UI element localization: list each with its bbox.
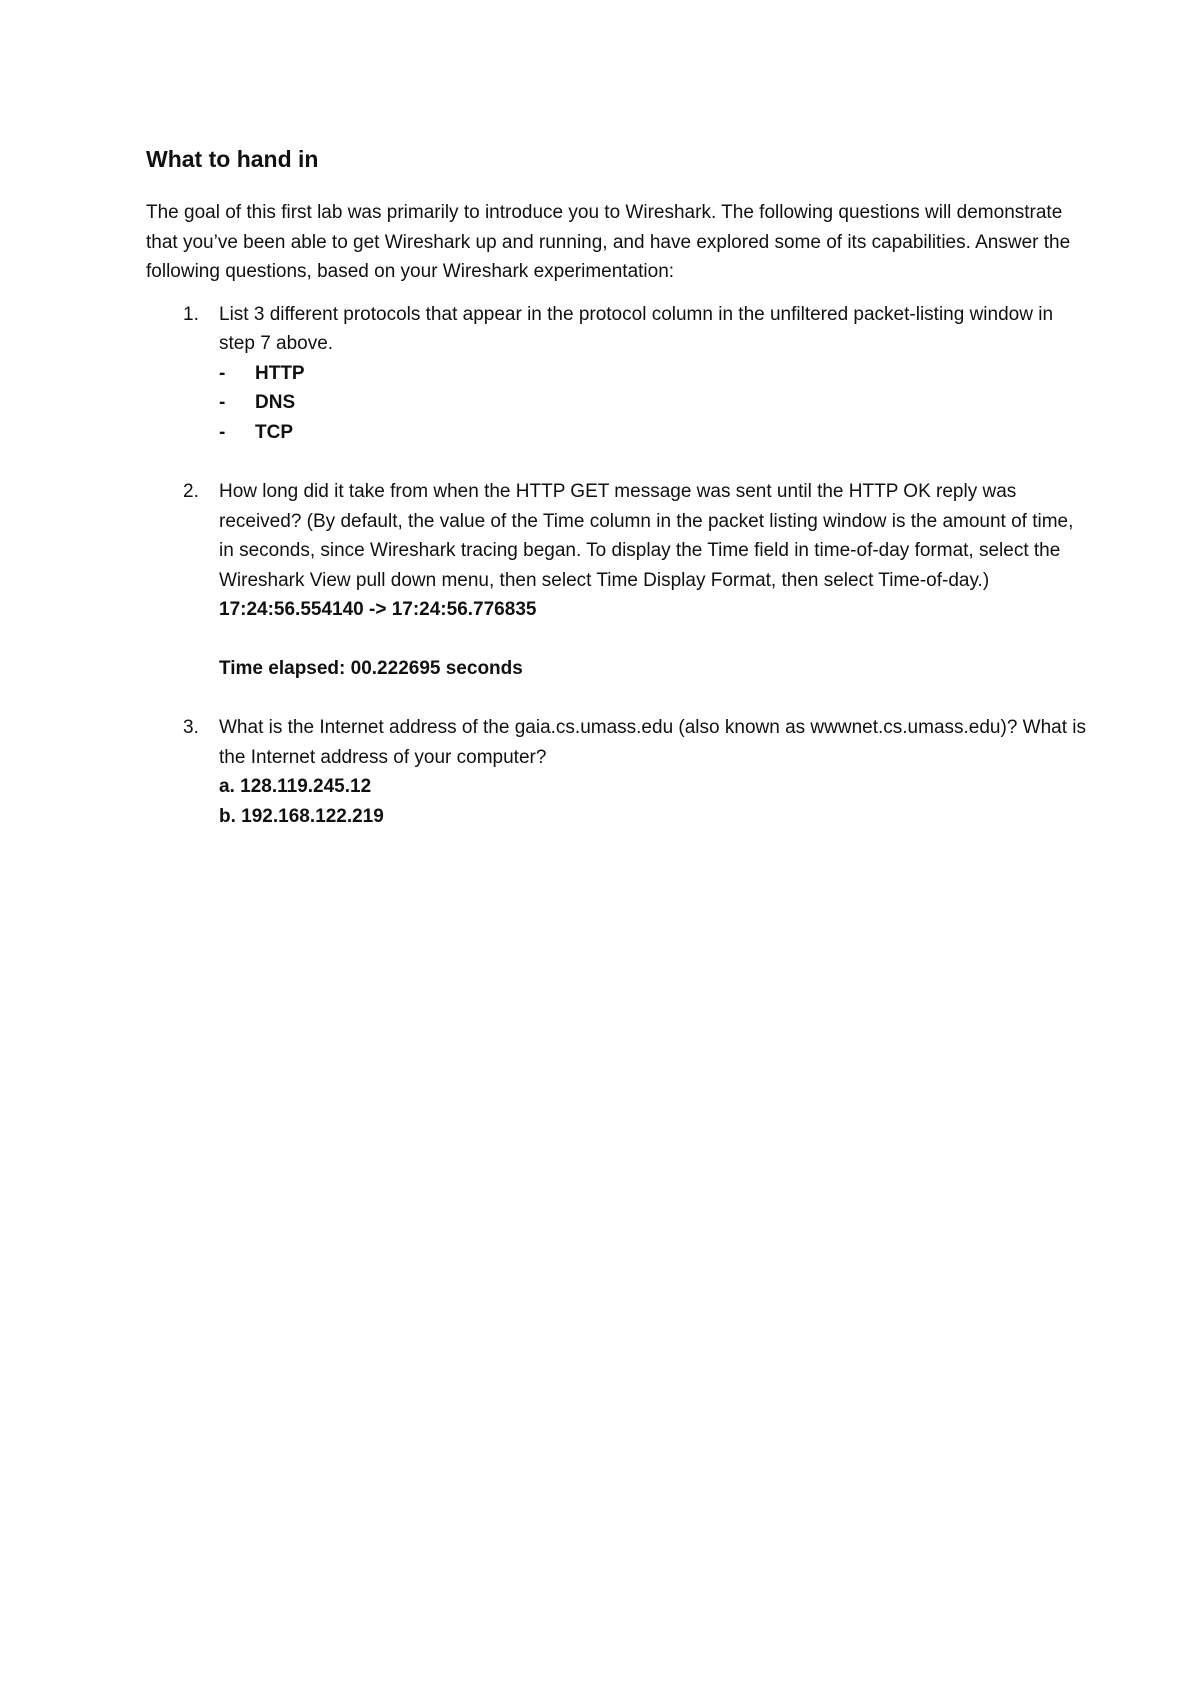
bullet-dash: - [219, 362, 226, 384]
question-list [146, 300, 1086, 832]
spacer [146, 683, 1086, 713]
question-number: 1. [183, 303, 199, 325]
document-content [146, 142, 1086, 831]
question-2 [146, 477, 1086, 683]
answer-list [219, 359, 1086, 448]
list-item [219, 388, 1086, 418]
answer-protocol: TCP [255, 421, 293, 443]
bullet-dash: - [219, 421, 226, 443]
answer-b: b. 192.168.122.219 [219, 805, 384, 827]
list-item [219, 418, 1086, 448]
question-text: How long did it take from when the HTTP GET message was sent until the HTTP OK reply was received? (By default, the value of the Time column in the packet listing window is the amount of time, in seconds, since Wireshark tracing began. To display the Time field in time-of-day format, select the Wireshark View pull down menu, then select Time Display Format, then select Time-of-day.) [219, 481, 1074, 591]
question-1 [146, 300, 1086, 448]
answer-protocol: HTTP [255, 362, 305, 384]
bullet-dash: - [219, 392, 226, 413]
list-item [219, 359, 1086, 389]
answer-protocol: DNS [255, 392, 296, 413]
answer-elapsed: Time elapsed: 00.222695 seconds [219, 657, 523, 679]
question-text: List 3 different protocols that appear in the protocol column in the unfiltered packet-listing window in step 7 above. [219, 303, 1054, 354]
section-heading: What to hand in [146, 146, 319, 172]
answer-times: 17:24:56.554140 -> 17:24:56.776835 [219, 599, 537, 620]
spacer [146, 447, 1086, 477]
answer-a: a. 128.119.245.12 [219, 776, 372, 797]
question-number: 3. [183, 717, 199, 738]
question-3 [146, 713, 1086, 831]
question-text: What is the Internet address of the gaia.cs.umass.edu (also known as wwwnet.cs.umass.edu)? What is the Internet address of your computer? [219, 717, 1087, 768]
spacer [219, 625, 1086, 654]
intro-paragraph: The goal of this first lab was primarily to introduce you to Wireshark. The following questions will demonstrate that you’ve been able to get Wireshark up and running, and have explored some of its capabilities. Answer the following questions, based on your Wireshark experimentation: [146, 202, 1071, 282]
question-number: 2. [183, 481, 199, 502]
